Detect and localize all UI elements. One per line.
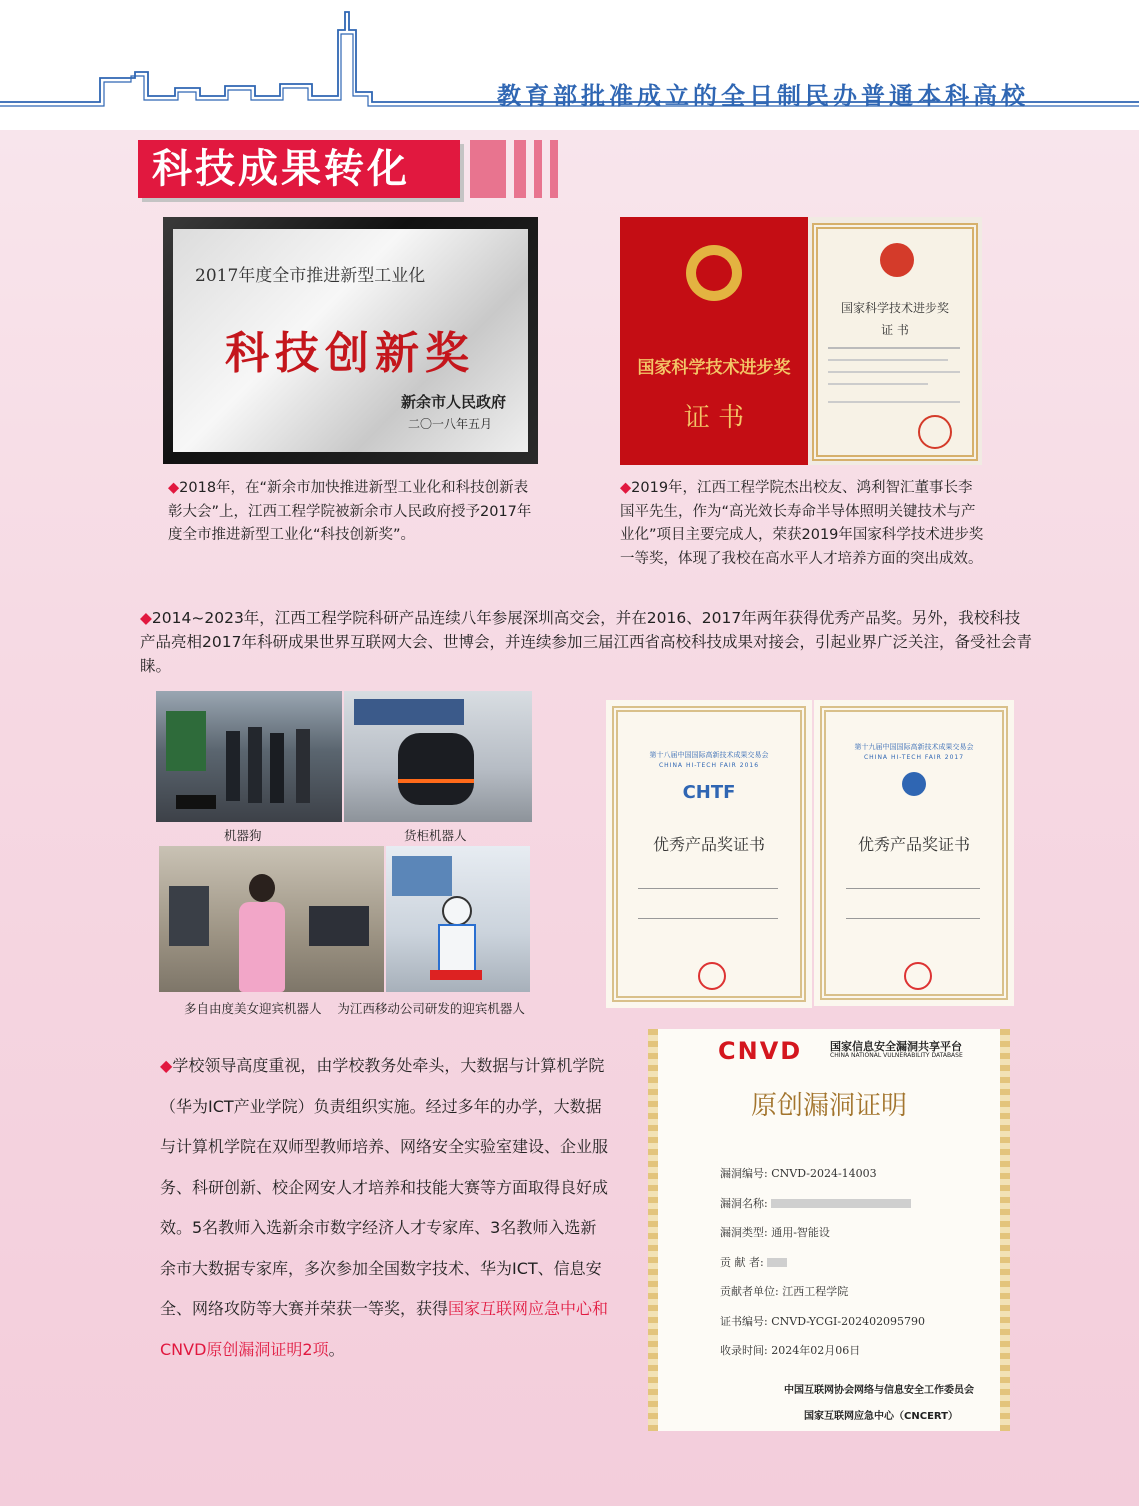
- seal-stamp: [918, 415, 952, 449]
- paragraph-text: ◆学校领导高度重视，由学校教务处牵头，大数据与计算机学院（华为ICT产业学院）负责组织实施。经过多年的办学，大数据与计算机学院在双师型教师培养、网络安全实验室建设、企业服务、科研创新、校企网安人才培养和技能大赛等方面取得良好成效。5名教师入选新余市数字经济人才专家库、3名教师入选新余市大数据专家库，多次参加全国数字技术、华为ICT、信息安全、网络攻防等大赛并荣获一等奖，获得: [160, 1056, 609, 1318]
- title-stripe: [550, 140, 558, 198]
- chtf-fair-en: CHINA HI-TECH FAIR 2016: [658, 762, 760, 769]
- chtf-fair-name: 第十八届中国国际高新技术成果交易会: [649, 751, 769, 759]
- national-emblem-icon: [686, 245, 742, 301]
- mobile-greeter-robot-photo: [386, 846, 530, 992]
- caption-national-award: ◆2019年，江西工程学院杰出校友、鸿利智汇董事长李国平先生，作为“高光效长寿命半导体照明关键技术与产业化”项目主要完成人，荣获2019年国家科学技术进步奖一等奖，体现了我校在高水平人才培养方面的突出成效。: [620, 480, 984, 567]
- title-stripe: [534, 140, 542, 198]
- chtf-certificate-2017: [814, 700, 1014, 1006]
- cnvd-signatory-1: 中国互联网协会网络与信息安全工作委员会: [784, 1385, 974, 1396]
- header-slogan: 教育部批准成立的全日制民办普通本科高校: [497, 81, 1029, 110]
- cert-page-title: 国家科学技术进步奖: [840, 301, 949, 315]
- section-title: 科技成果转化: [138, 140, 460, 198]
- cnvd-row: 贡献者单位: 江西工程学院: [720, 1285, 849, 1298]
- chtf-cert-title: 优秀产品奖证书: [857, 835, 970, 854]
- label-greeter-robots: 多自由度美女迎宾机器人 为江西移动公司研发的迎宾机器人: [184, 1001, 525, 1016]
- cnvd-row: 漏洞编号: CNVD-2024-14003: [720, 1167, 877, 1180]
- cnvd-row: 证书编号: CNVD-YCGI-202402095790: [720, 1314, 926, 1328]
- cnvd-signatory-2: 国家互联网应急中心（CNCERT）: [804, 1411, 958, 1422]
- paragraph-cybersecurity: [160, 1046, 612, 1370]
- robot-dog-figure: [176, 795, 216, 809]
- chtf-certificate-2016: [606, 700, 812, 1008]
- bullet-diamond-icon: ◆: [168, 480, 180, 496]
- cnvd-row: 贡 献 者:: [720, 1248, 990, 1278]
- plaque-line1: 2017年度全市推进新型工业化: [195, 266, 426, 286]
- paragraph-highlight: 国家互联网应急中心和CNVD原创漏洞证明2项: [160, 1299, 609, 1359]
- label-cargo-robot: 货柜机器人: [404, 828, 467, 843]
- page-header: [0, 0, 1139, 130]
- blurred-field: [771, 1199, 911, 1208]
- seal-stamp: [904, 962, 932, 990]
- pink-robot-figure: [239, 902, 285, 992]
- cnvd-title: 原创漏洞证明: [750, 1091, 907, 1121]
- cnvd-certificate: [648, 1029, 1010, 1431]
- chtf-cert-title: 优秀产品奖证书: [652, 835, 765, 854]
- caption-plaque: ◆2018年，在“新余市加快推进新型工业化和科技创新表彰大会”上，江西工程学院被新余市人民政府授予2017年度全市推进新型工业化“科技创新奖”。: [168, 480, 532, 543]
- cnvd-platform-en: CHINA NATIONAL VULNERABILITY DATABASE: [830, 1052, 963, 1059]
- cnvd-platform-cn: 国家信息安全漏洞共享平台: [830, 1040, 962, 1053]
- bullet-diamond-icon: ◆: [620, 480, 632, 496]
- blurred-field: [767, 1258, 787, 1267]
- title-stripe: [470, 140, 506, 198]
- cargo-robot-figure: [398, 733, 474, 805]
- award-plaque-photo: [163, 217, 538, 464]
- title-stripe: [514, 140, 526, 198]
- cert-page-sub: 证 书: [881, 323, 909, 337]
- paragraph-exhibition: ◆2014~2023年，江西工程学院科研产品连续八年参展深圳高交会，并在2016、2017年两年获得优秀产品奖。另外，我校科技产品亮相2017年科研成果世界互联网大会、世博会，并连续参加三届江西省高校科技成果对接会，引起业界广泛关注，备受社会青睐。: [140, 609, 1032, 675]
- cert-cover-title: 国家科学技术进步奖: [637, 358, 791, 378]
- cnvd-row: 收录时间: 2024年02月06日: [720, 1344, 861, 1357]
- seal-stamp: [698, 962, 726, 990]
- label-robot-dog: 机器狗: [224, 828, 262, 843]
- cnvd-row: 漏洞名称:: [720, 1189, 990, 1219]
- robot-head: [442, 896, 472, 926]
- paragraph-end: 。: [328, 1339, 345, 1359]
- chtf-logo: CHTF: [682, 782, 736, 803]
- cnvd-logo: CNVD: [718, 1037, 803, 1065]
- chtf-logo-icon: [902, 772, 926, 796]
- robot-dog-photo: [156, 691, 342, 822]
- cnvd-row: 漏洞类型: 通用-智能设: [720, 1226, 830, 1239]
- bullet-diamond-icon: ◆: [160, 1056, 173, 1075]
- cert-cover-sub: 证 书: [683, 403, 745, 433]
- plaque-issuer: 新余市人民政府: [400, 393, 506, 411]
- plaque-date: 二〇一八年五月: [407, 417, 492, 431]
- national-award-certificate-photo: [620, 217, 982, 465]
- cargo-robot-photo: [344, 691, 532, 822]
- greeter-robot-lady-photo: [159, 846, 384, 992]
- chtf-fair-en: CHINA HI-TECH FAIR 2017: [863, 754, 965, 761]
- national-emblem-icon: [880, 243, 914, 277]
- chtf-fair-name: 第十九届中国国际高新技术成果交易会: [854, 743, 974, 751]
- cnvd-details: [720, 1159, 990, 1366]
- plaque-award: 科技创新奖: [225, 328, 475, 379]
- bullet-diamond-icon: ◆: [140, 609, 152, 627]
